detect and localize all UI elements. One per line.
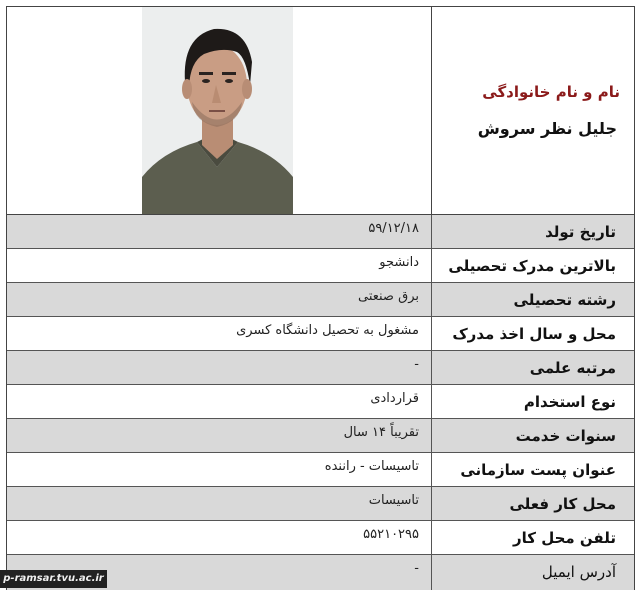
name-label: نام و نام خانوادگی: [482, 83, 620, 101]
row-label: تاریخ تولد: [431, 215, 634, 248]
row-birth-date: [7, 215, 634, 249]
profile-header: [7, 7, 634, 215]
row-employment-type: [7, 385, 634, 419]
row-label: بالاترین مدرک تحصیلی: [431, 249, 634, 282]
row-label: عنوان پست سازمانی: [431, 453, 634, 486]
row-label: محل کار فعلی: [431, 487, 634, 520]
row-degree-place-year: [7, 317, 634, 351]
row-highest-degree: [7, 249, 634, 283]
row-label: نوع استخدام: [431, 385, 634, 418]
site-watermark: p-ramsar.tvu.ac.ir: [0, 570, 107, 588]
row-value: دانشجو: [379, 255, 419, 270]
row-value: -: [414, 561, 419, 576]
row-value: برق صنعتی: [357, 289, 419, 304]
row-field-of-study: [7, 283, 634, 317]
row-label: مرتبه علمی: [431, 351, 634, 384]
row-label: رشته تحصیلی: [431, 283, 634, 316]
name-value: جلیل نظر سروش: [477, 119, 617, 138]
profile-card: [6, 6, 635, 590]
row-job-title: [7, 453, 634, 487]
row-label: آدرس ایمیل: [431, 555, 634, 590]
row-value: قراردادی: [370, 391, 419, 406]
row-value: تاسیسات - راننده: [324, 459, 419, 474]
row-value: ۵۹/۱۲/۱۸: [368, 221, 419, 236]
row-years-of-service: [7, 419, 634, 453]
row-label: محل و سال اخذ مدرک: [431, 317, 634, 350]
row-label: سنوات خدمت: [431, 419, 634, 452]
row-value: تاسیسات: [368, 493, 419, 508]
row-work-phone: [7, 521, 634, 555]
row-value: ۵۵۲۱۰۲۹۵: [363, 527, 419, 542]
profile-photo: [142, 7, 293, 214]
person-photo-icon: [142, 7, 293, 214]
row-academic-rank: [7, 351, 634, 385]
row-label: تلفن محل کار: [431, 521, 634, 554]
name-block: [432, 7, 635, 214]
row-value: تقریباً ۱۴ سال: [343, 425, 419, 440]
row-value: مشغول به تحصیل دانشگاه کسری: [236, 323, 419, 338]
row-current-workplace: [7, 487, 634, 521]
row-value: -: [414, 357, 419, 372]
